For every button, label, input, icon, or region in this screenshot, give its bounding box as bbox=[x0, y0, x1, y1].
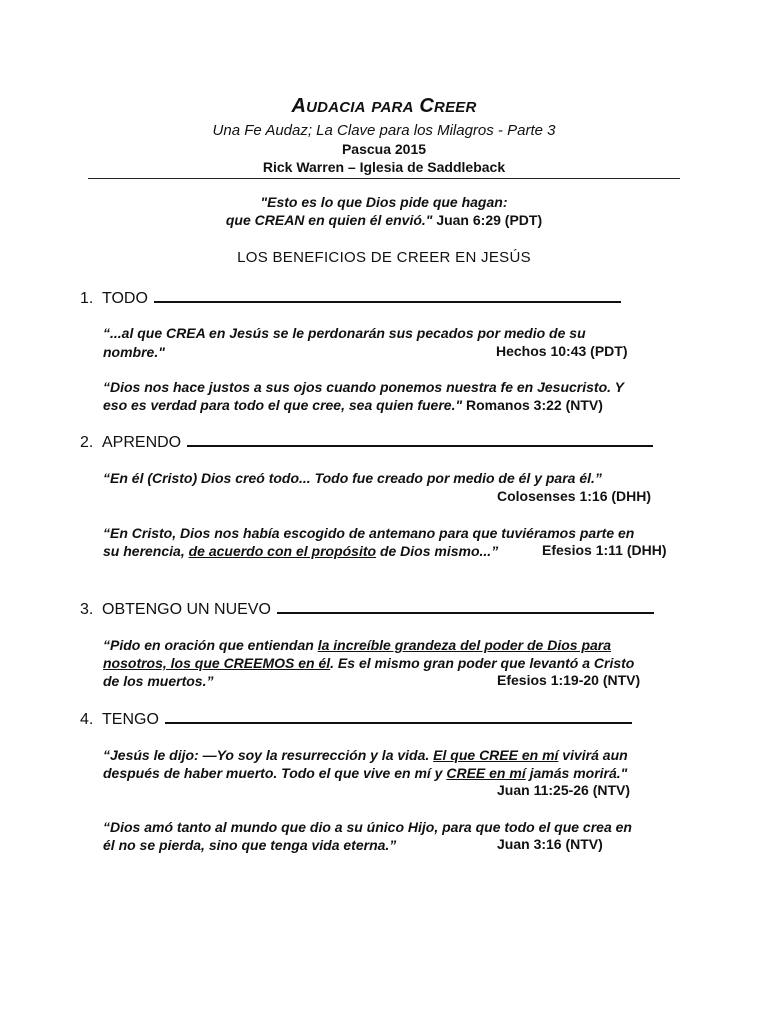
verse-3-line1: “Pido en oración que entiendan la increíble grandeza del poder de Dios para bbox=[103, 637, 612, 653]
point-4: 4. TENGO bbox=[80, 710, 632, 729]
verse-1a-line2: nombre." bbox=[103, 344, 165, 360]
verse-2a-line1: “En él (Cristo) Dios creó todo... Todo fue creado por medio de él y para él.” bbox=[103, 470, 602, 486]
answer-blank-1[interactable] bbox=[154, 289, 621, 303]
section-title: LOS BENEFICIOS DE CREER EN JESÚS bbox=[237, 249, 531, 266]
document-subtitle: Una Fe Audaz; La Clave para los Milagros - Parte 3 bbox=[212, 122, 556, 139]
occasion: Pascua 2015 bbox=[341, 141, 427, 157]
point-2: 2. APRENDO bbox=[80, 433, 653, 452]
verse-3-line2: nosotros, los que CREEMOS en él. Es el mismo gran poder que levantó a Cristo bbox=[103, 655, 635, 671]
author: Rick Warren – Iglesia de Saddleback bbox=[262, 159, 506, 175]
verse-4a-line2: después de haber muerto. Todo el que vive en mí y CREE en mí jamás morirá." bbox=[103, 765, 628, 781]
answer-blank-2[interactable] bbox=[187, 433, 653, 447]
verse-4b-ref: Juan 3:16 (NTV) bbox=[497, 836, 603, 852]
verse-4b-line2: él no se pierda, sino que tenga vida eterna.” bbox=[103, 837, 397, 853]
verse-2a-ref: Colosenses 1:16 (DHH) bbox=[497, 488, 652, 504]
header-divider bbox=[88, 178, 680, 179]
verse-4b-line1: “Dios amó tanto al mundo que dio a su único Hijo, para que todo el que crea en bbox=[103, 819, 632, 835]
verse-1b-line2: eso es verdad para todo el que cree, sea quien fuere." Romanos 3:22 (NTV) bbox=[103, 397, 603, 413]
document-title: AUDACIA PARA CREER bbox=[291, 95, 477, 117]
verse-2b-line1: “En Cristo, Dios nos había escogido de antemano para que tuviéramos parte en bbox=[103, 525, 635, 541]
verse-2b-ref: Efesios 1:11 (DHH) bbox=[542, 542, 667, 558]
verse-1b-ref: Romanos 3:22 (NTV) bbox=[466, 397, 603, 413]
verse-3-ref: Efesios 1:19-20 (NTV) bbox=[497, 672, 641, 688]
verse-4a-ref: Juan 11:25-26 (NTV) bbox=[497, 782, 631, 798]
answer-blank-4[interactable] bbox=[165, 710, 632, 724]
verse-3-line3: de los muertos.” bbox=[103, 673, 214, 689]
verse-2b-line2: su herencia, de acuerdo con el propósito de Dios mismo...” bbox=[103, 543, 499, 559]
verse-1a-line1: “...al que CREA en Jesús se le perdonarán sus pecados por medio de su bbox=[103, 325, 586, 341]
answer-blank-3[interactable] bbox=[277, 600, 654, 614]
point-3: 3. OBTENGO UN NUEVO bbox=[80, 600, 654, 619]
key-verse-line2: que CREAN en quien él envió." Juan 6:29 (PDT) bbox=[225, 212, 543, 228]
verse-4a-line1: “Jesús le dijo: —Yo soy la resurrección y la vida. El que CREE en mí vivirá aun bbox=[103, 747, 628, 763]
verse-1a-ref: Hechos 10:43 (PDT) bbox=[496, 343, 628, 359]
point-1: 1. TODO bbox=[80, 289, 621, 308]
key-verse-line1: "Esto es lo que Dios pide que hagan: bbox=[260, 194, 508, 210]
verse-1b-line1: “Dios nos hace justos a sus ojos cuando ponemos nuestra fe en Jesucristo. Y bbox=[103, 379, 624, 395]
